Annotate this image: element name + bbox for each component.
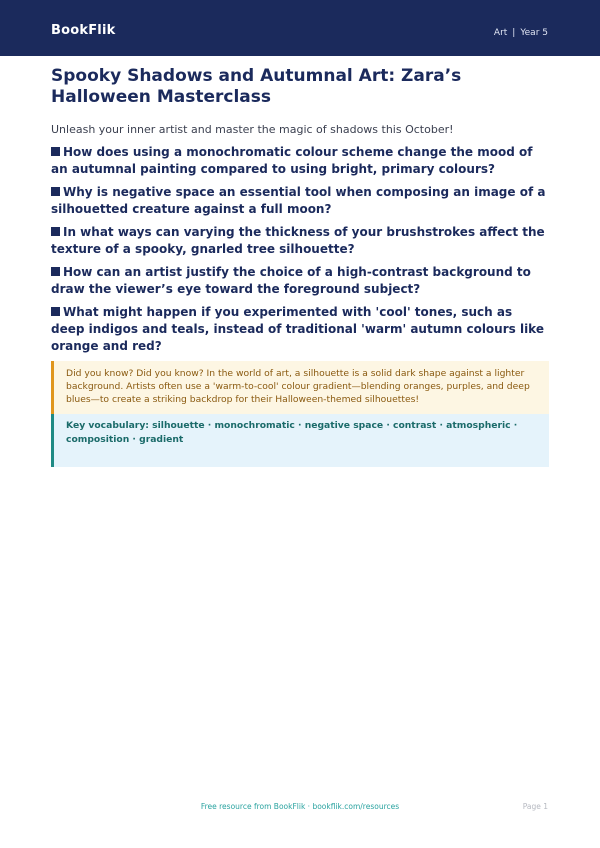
- question-item: [51, 184, 549, 218]
- question-text: How does using a monochromatic colour scheme change the mood of an autumnal painting compared to using bright, primary colours?: [51, 145, 533, 176]
- brand-logo[interactable]: BookFlik: [51, 23, 116, 38]
- page-title: Spooky Shadows and Autumnal Art: Zara’s Halloween Masterclass: [51, 66, 462, 107]
- square-bullet-icon: [51, 267, 60, 276]
- question-list: [51, 144, 549, 355]
- question-text: In what ways can varying the thickness of your brushstrokes affect the texture of a spooky, gnarled tree silhouette?: [51, 225, 545, 256]
- square-bullet-icon: [51, 227, 60, 236]
- question-text: What might happen if you experimented with 'cool' tones, such as deep indigos and teals, instead of traditional 'warm' autumn colours like orange and red?: [51, 305, 544, 353]
- square-bullet-icon: [51, 147, 60, 156]
- square-bullet-icon: [51, 307, 60, 316]
- year-label: Year 5: [520, 28, 548, 38]
- page-subtitle: Unleash your inner artist and master the magic of shadows this October!: [51, 123, 454, 136]
- question-item: [51, 304, 549, 355]
- footer-credit[interactable]: Free resource from BookFlik · bookflik.com/resources: [200, 802, 400, 811]
- header-meta: [494, 28, 548, 38]
- meta-separator: |: [512, 28, 516, 38]
- question-item: [51, 144, 549, 178]
- subject-label: Art: [493, 28, 508, 38]
- question-item: [51, 224, 549, 258]
- header-bar: [0, 0, 600, 56]
- page-number: Page 1: [522, 802, 548, 811]
- question-item: [51, 264, 549, 298]
- square-bullet-icon: [51, 187, 60, 196]
- question-text: Why is negative space an essential tool when composing an image of a silhouetted creature against a full moon?: [51, 185, 546, 216]
- main-content: [51, 66, 549, 467]
- question-text: How can an artist justify the choice of a high-contrast background to draw the viewer’s eye toward the foreground subject?: [51, 265, 531, 296]
- did-you-know-callout: Did you know? Did you know? In the world of art, a silhouette is a solid dark shape against a lighter background. Artists often use a 'warm-to-cool' colour gradient—blending oranges, purples, and deep blues—to create a striking backdrop for their Halloween-themed silhouettes!: [51, 361, 549, 414]
- key-vocabulary-box: Key vocabulary: silhouette · monochromatic · negative space · contrast · atmospheric · composition · gradient: [51, 414, 549, 467]
